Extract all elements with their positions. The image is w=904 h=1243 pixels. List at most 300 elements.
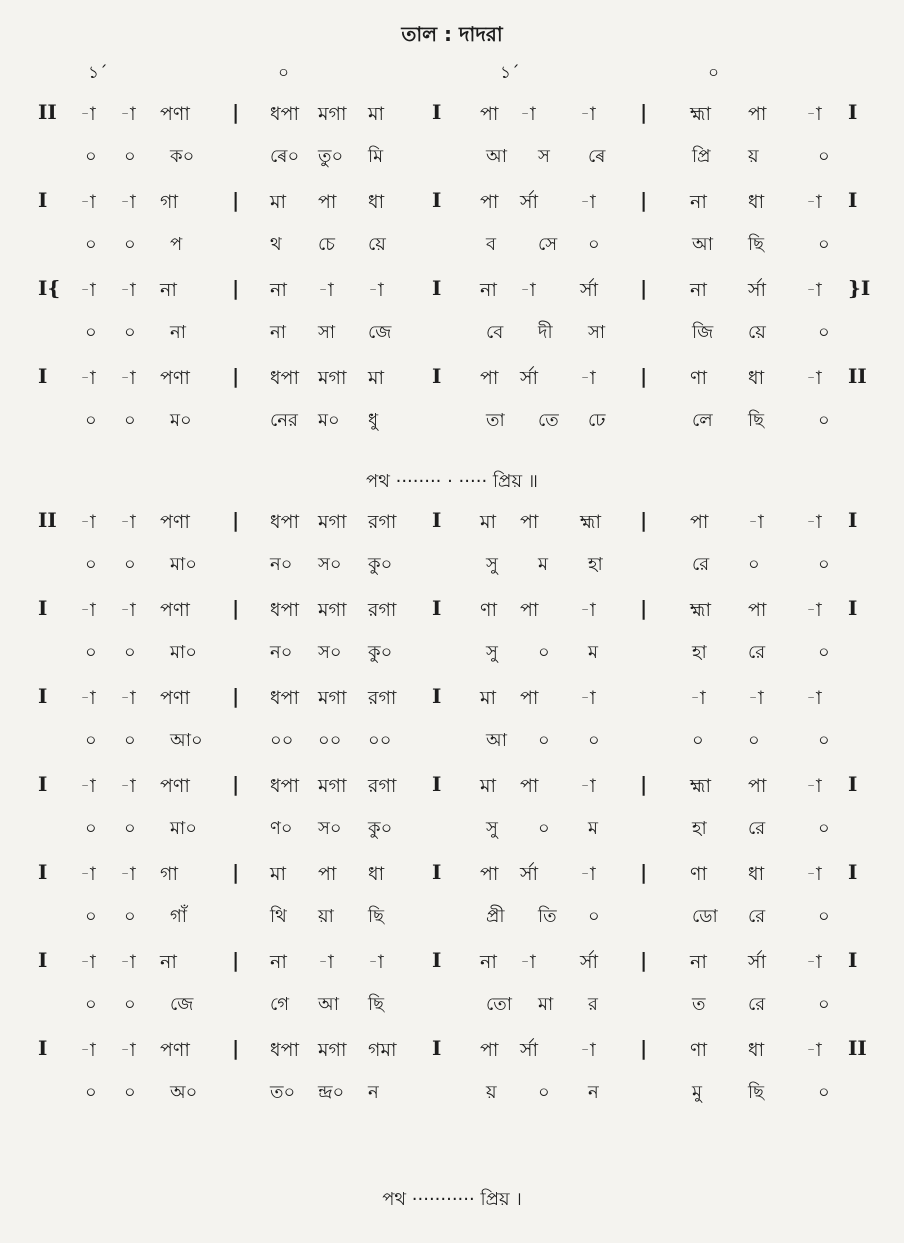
bar-line: I xyxy=(848,772,858,796)
lyric-syllable: ০ xyxy=(124,410,136,431)
lyric-syllable: চে xyxy=(318,234,336,255)
swara-note: রগা xyxy=(368,775,397,797)
swara-note: -া xyxy=(80,775,96,797)
lyric-syllable: ০ xyxy=(124,234,136,255)
bar-line: | xyxy=(640,188,648,212)
swara-note: পা xyxy=(318,191,337,213)
notation-line xyxy=(0,1036,904,1064)
swara-note: মগা xyxy=(318,367,347,389)
lyric-syllable: কু০ xyxy=(368,554,393,575)
lyric-syllable: ৰে xyxy=(588,146,606,167)
lyric-syllable: গাঁ xyxy=(170,906,188,927)
swara-note: ধা xyxy=(368,863,385,885)
bar-line: }I xyxy=(848,276,871,300)
lyric-syllable: ০ xyxy=(588,234,600,255)
lyric-syllable: তে xyxy=(538,410,559,431)
notation-line xyxy=(0,364,904,392)
swara-note: মগা xyxy=(318,511,347,533)
lyric-syllable: সু xyxy=(486,554,498,575)
swara-note: -া xyxy=(120,951,136,973)
bar-line: I xyxy=(432,1036,442,1060)
line-start-bar: I xyxy=(38,364,48,388)
swara-note: -া xyxy=(120,775,136,797)
lyric-syllable: ন xyxy=(588,1082,599,1103)
lyric-syllable: থি xyxy=(270,906,287,927)
lyric-syllable: তি xyxy=(538,906,557,927)
notation-line xyxy=(0,188,904,216)
lyric-syllable: না xyxy=(270,322,286,343)
swara-note: মা xyxy=(480,687,497,709)
swara-note: -া xyxy=(806,863,822,885)
bar-line: I xyxy=(432,596,442,620)
lyric-syllable: ০ xyxy=(124,994,136,1015)
swara-note: পা xyxy=(480,191,499,213)
lyric-syllable: আ০ xyxy=(170,730,203,751)
swara-note: ধা xyxy=(748,191,765,213)
lyric-syllable: ন০ xyxy=(270,554,293,575)
bar-line: I xyxy=(432,100,442,124)
lyric-syllable: কু০ xyxy=(368,642,393,663)
bar-line: I xyxy=(848,860,858,884)
lyric-syllable: ন০ xyxy=(270,642,293,663)
lyric-syllable: ০ xyxy=(85,554,97,575)
swara-note: -া xyxy=(120,687,136,709)
lyric-syllable: ০ xyxy=(124,906,136,927)
swara-note: পা xyxy=(480,863,499,885)
lyric-syllable: ০ xyxy=(85,322,97,343)
lyric-syllable: ব xyxy=(486,234,497,255)
beat-mark: ১´ xyxy=(88,63,108,83)
swara-note: -া xyxy=(120,103,136,125)
notation-line xyxy=(0,860,904,888)
lyric-syllable: না xyxy=(170,322,186,343)
lyric-line xyxy=(0,638,904,666)
lyric-syllable: ০ xyxy=(538,1082,550,1103)
swara-note: পা xyxy=(748,775,767,797)
lyric-syllable: ম xyxy=(588,818,598,839)
swara-note: মা xyxy=(368,103,385,125)
lyric-syllable: সু xyxy=(486,818,498,839)
swara-note: রগা xyxy=(368,599,397,621)
lyric-line xyxy=(0,990,904,1018)
swara-note: -া xyxy=(580,775,596,797)
bar-line: | xyxy=(232,596,240,620)
lyric-syllable: ০ xyxy=(818,994,830,1015)
swara-note: -া xyxy=(806,191,822,213)
swara-note: -া xyxy=(318,279,334,301)
swara-note: -া xyxy=(80,279,96,301)
bar-line: | xyxy=(640,1036,648,1060)
lyric-syllable: ০ xyxy=(85,730,97,751)
lyric-line xyxy=(0,230,904,258)
notation-line xyxy=(0,100,904,128)
swara-note: -া xyxy=(80,951,96,973)
swara-note: -া xyxy=(368,951,384,973)
line-start-bar: I xyxy=(38,596,48,620)
swara-note: ধপা xyxy=(270,599,300,621)
swara-note: -া xyxy=(120,599,136,621)
swara-note: পা xyxy=(690,511,709,533)
lyric-syllable: তো xyxy=(486,994,513,1015)
lyric-syllable: ণ০ xyxy=(270,818,293,839)
beat-mark: ০ xyxy=(278,63,290,83)
bar-line: | xyxy=(232,100,240,124)
swara-note: না xyxy=(480,951,497,973)
swara-note: না xyxy=(160,951,177,973)
swara-note: -া xyxy=(806,599,822,621)
swara-note: -া xyxy=(806,687,822,709)
swara-note: না xyxy=(690,951,707,973)
lyric-syllable: রে xyxy=(748,642,766,663)
lyric-syllable: য় xyxy=(748,146,759,167)
lyric-syllable: স xyxy=(538,146,550,167)
swara-note: গমা xyxy=(368,1039,397,1061)
swara-note: ধা xyxy=(368,191,385,213)
lyric-syllable: য়ে xyxy=(748,322,766,343)
swara-note: ধপা xyxy=(270,367,300,389)
line-start-bar: I xyxy=(38,772,48,796)
lyric-line xyxy=(0,318,904,346)
lyric-syllable: ডো xyxy=(692,906,718,927)
swara-note: ণা xyxy=(690,367,707,389)
swara-note: ণা xyxy=(480,599,497,621)
swara-note: না xyxy=(480,279,497,301)
swara-note: পা xyxy=(748,103,767,125)
lyric-syllable: ০ xyxy=(588,906,600,927)
lyric-syllable: ম xyxy=(538,554,548,575)
lyric-syllable: তু০ xyxy=(318,146,344,167)
swara-note: র্সা xyxy=(520,863,539,885)
swara-note: পণা xyxy=(160,511,190,533)
bar-line: | xyxy=(640,948,648,972)
swara-note: পা xyxy=(520,687,539,709)
bar-line: I xyxy=(432,948,442,972)
lyric-syllable: ০ xyxy=(124,1082,136,1103)
line-start-bar: I xyxy=(38,1036,48,1060)
bar-line: II xyxy=(848,364,867,388)
lyric-syllable: সা xyxy=(588,322,606,343)
lyric-syllable: তা xyxy=(486,410,505,431)
notation-line xyxy=(0,684,904,712)
swara-note: -া xyxy=(80,599,96,621)
swara-note: -া xyxy=(80,103,96,125)
swara-note: -া xyxy=(80,687,96,709)
bar-line: | xyxy=(232,860,240,884)
swara-note: -া xyxy=(120,863,136,885)
notation-line xyxy=(0,772,904,800)
lyric-line xyxy=(0,726,904,754)
bar-line: | xyxy=(640,772,648,796)
swara-note: ণা xyxy=(690,863,707,885)
swara-note: -া xyxy=(80,863,96,885)
lyric-syllable: ০ xyxy=(124,322,136,343)
swara-note: -া xyxy=(120,191,136,213)
bar-line: I xyxy=(432,508,442,532)
swara-note: -া xyxy=(120,511,136,533)
swara-note: ধপা xyxy=(270,775,300,797)
lyric-syllable: আ xyxy=(318,994,339,1015)
lyric-syllable: ০ xyxy=(818,322,830,343)
swara-note: র্সা xyxy=(520,191,539,213)
bar-line: | xyxy=(640,276,648,300)
lyric-syllable: হা xyxy=(692,818,707,839)
lyric-syllable: মি xyxy=(368,146,384,167)
swara-note: র্সা xyxy=(520,367,539,389)
swara-note: -া xyxy=(120,367,136,389)
swara-note: -া xyxy=(806,775,822,797)
line-start-bar: I xyxy=(38,188,48,212)
line-start-bar: I{ xyxy=(38,276,61,300)
swara-note: -া xyxy=(120,1039,136,1061)
lyric-syllable: মা০ xyxy=(170,818,197,839)
lyric-syllable: অ০ xyxy=(170,1082,198,1103)
lyric-syllable: ন xyxy=(368,1082,379,1103)
lyric-syllable: নের xyxy=(270,410,298,431)
lyric-syllable: প্রি xyxy=(692,146,711,167)
lyric-syllable: ০ xyxy=(85,818,97,839)
swara-note: -া xyxy=(580,1039,596,1061)
swara-note: -া xyxy=(806,511,822,533)
lyric-syllable: মা০ xyxy=(170,642,197,663)
swara-note: মা xyxy=(480,511,497,533)
swara-note: -া xyxy=(120,279,136,301)
swara-note: মা xyxy=(270,863,287,885)
notation-line xyxy=(0,948,904,976)
swara-note: -া xyxy=(80,1039,96,1061)
lyric-syllable: য় xyxy=(486,1082,497,1103)
lyric-line xyxy=(0,814,904,842)
swara-note: হ্মা xyxy=(690,599,711,621)
swara-note: -া xyxy=(806,103,822,125)
lyric-syllable: রে xyxy=(748,994,766,1015)
swara-note: -া xyxy=(806,951,822,973)
beat-mark: ০ xyxy=(708,63,720,83)
bar-line: I xyxy=(432,364,442,388)
lyric-syllable: ০ xyxy=(818,818,830,839)
swara-note: পা xyxy=(520,511,539,533)
lyric-syllable: গে xyxy=(270,994,290,1015)
bar-line: I xyxy=(848,508,858,532)
swara-note: না xyxy=(160,279,177,301)
swara-note: -া xyxy=(806,279,822,301)
lyric-syllable: লে xyxy=(692,410,713,431)
lyric-syllable: সু xyxy=(486,642,498,663)
lyric-syllable: ০ xyxy=(692,730,704,751)
swara-note: -া xyxy=(690,687,706,709)
swara-note: মা xyxy=(270,191,287,213)
lyric-syllable: ০ xyxy=(85,906,97,927)
lyric-syllable: থ xyxy=(270,234,282,255)
swara-note: -া xyxy=(80,367,96,389)
swara-note: র্সা xyxy=(580,279,599,301)
bar-line: I xyxy=(432,684,442,708)
bar-line: | xyxy=(640,596,648,620)
lyric-syllable: ০ xyxy=(85,234,97,255)
notation-line xyxy=(0,508,904,536)
lyric-syllable: য়ে xyxy=(368,234,386,255)
lyric-syllable: ত xyxy=(692,994,706,1015)
lyric-syllable: ০ xyxy=(85,994,97,1015)
swara-note: -া xyxy=(580,103,596,125)
beat-mark: ১´ xyxy=(500,63,520,83)
refrain-line: পথ ········ · ····· প্রিয় ॥ xyxy=(366,471,538,492)
lyric-syllable: স০ xyxy=(318,554,342,575)
lyric-syllable: সে xyxy=(538,234,558,255)
lyric-syllable: ০ xyxy=(748,730,760,751)
bar-line: | xyxy=(232,1036,240,1060)
swara-note: হ্মা xyxy=(690,775,711,797)
lyric-syllable: ০ xyxy=(124,554,136,575)
lyric-syllable: কু০ xyxy=(368,818,393,839)
swara-note: ধপা xyxy=(270,1039,300,1061)
swara-note: মগা xyxy=(318,775,347,797)
swara-note: না xyxy=(270,279,287,301)
lyric-syllable: দী xyxy=(538,322,553,343)
lyric-syllable: ছি xyxy=(748,234,765,255)
lyric-syllable: প xyxy=(170,234,183,255)
lyric-syllable: আ xyxy=(486,730,507,751)
swara-note: পা xyxy=(520,599,539,621)
bar-line: I xyxy=(432,276,442,300)
swara-note: ধপা xyxy=(270,687,300,709)
swara-note: -া xyxy=(580,367,596,389)
swara-note: পণা xyxy=(160,599,190,621)
swara-note: না xyxy=(690,191,707,213)
lyric-syllable: স০ xyxy=(318,642,342,663)
lyric-syllable: স০ xyxy=(318,818,342,839)
lyric-syllable: হা xyxy=(692,642,707,663)
swara-note: হ্মা xyxy=(580,511,601,533)
swara-note: -া xyxy=(806,1039,822,1061)
lyric-line xyxy=(0,142,904,170)
swara-note: পণা xyxy=(160,367,190,389)
lyric-syllable: ০ xyxy=(818,906,830,927)
lyric-syllable: ছি xyxy=(748,410,765,431)
lyric-syllable: ক০ xyxy=(170,146,195,167)
swara-note: মা xyxy=(480,775,497,797)
swara-note: -া xyxy=(580,863,596,885)
line-start-bar: I xyxy=(38,684,48,708)
swara-note: পা xyxy=(318,863,337,885)
swara-note: -া xyxy=(368,279,384,301)
lyric-line xyxy=(0,406,904,434)
line-start-bar: II xyxy=(38,508,57,532)
lyric-syllable: ০ xyxy=(818,410,830,431)
bar-line: | xyxy=(232,276,240,300)
lyric-syllable: ছি xyxy=(368,906,385,927)
lyric-line xyxy=(0,902,904,930)
swara-note: -া xyxy=(580,599,596,621)
lyric-syllable: ০ xyxy=(818,554,830,575)
lyric-syllable: ম০ xyxy=(170,410,192,431)
swara-note: মা xyxy=(368,367,385,389)
lyric-syllable: ০ xyxy=(124,146,136,167)
swara-note: গা xyxy=(160,191,178,213)
lyric-syllable: ০ xyxy=(538,730,550,751)
swara-note: পণা xyxy=(160,103,190,125)
lyric-syllable: আ xyxy=(692,234,713,255)
bar-line: I xyxy=(848,188,858,212)
lyric-syllable: হা xyxy=(588,554,603,575)
swara-note: পা xyxy=(480,1039,499,1061)
swara-note: -া xyxy=(80,511,96,533)
lyric-syllable: রে xyxy=(748,906,766,927)
lyric-syllable: রে xyxy=(748,818,766,839)
bar-line: | xyxy=(640,860,648,884)
lyric-syllable: জে xyxy=(170,994,194,1015)
swara-note: -া xyxy=(748,687,764,709)
lyric-syllable: ০০ xyxy=(368,730,392,751)
lyric-syllable: ০ xyxy=(748,554,760,575)
lyric-syllable: জি xyxy=(692,322,714,343)
swara-note: পণা xyxy=(160,775,190,797)
bar-line: I xyxy=(848,100,858,124)
lyric-syllable: ছি xyxy=(748,1082,765,1103)
lyric-line xyxy=(0,550,904,578)
taal-heading: তাল : দাদরা xyxy=(401,22,503,46)
lyric-syllable: ০ xyxy=(818,146,830,167)
swara-note: ধা xyxy=(748,863,765,885)
lyric-syllable: প্রী xyxy=(486,906,505,927)
lyric-syllable: আ xyxy=(486,146,507,167)
line-start-bar: I xyxy=(38,860,48,884)
swara-note: ণা xyxy=(690,1039,707,1061)
swara-note: পণা xyxy=(160,687,190,709)
lyric-syllable: ন্দ্র০ xyxy=(318,1082,345,1103)
lyric-syllable: ০ xyxy=(85,410,97,431)
swara-note: র্সা xyxy=(748,951,767,973)
swara-note: না xyxy=(270,951,287,973)
bar-line: | xyxy=(232,772,240,796)
bar-line: | xyxy=(232,684,240,708)
beat-marks xyxy=(0,60,904,86)
lyric-syllable: ০ xyxy=(124,818,136,839)
swara-note: মগা xyxy=(318,599,347,621)
swara-note: -া xyxy=(748,511,764,533)
notation-line xyxy=(0,276,904,304)
lyric-syllable: ০ xyxy=(85,146,97,167)
refrain-line: পথ ··········· প্রিয় । xyxy=(382,1189,522,1210)
swara-note: -া xyxy=(580,191,596,213)
swara-note: পা xyxy=(748,599,767,621)
swara-note: -া xyxy=(520,103,536,125)
lyric-syllable: য়া xyxy=(318,906,334,927)
lyric-syllable: ০ xyxy=(85,642,97,663)
lyric-syllable: সা xyxy=(318,322,336,343)
swara-note: র্সা xyxy=(520,1039,539,1061)
bar-line: I xyxy=(432,860,442,884)
lyric-syllable: রে xyxy=(692,554,710,575)
lyric-syllable: ০ xyxy=(85,1082,97,1103)
line-start-bar: I xyxy=(38,948,48,972)
swara-note: পা xyxy=(480,367,499,389)
lyric-line xyxy=(0,1078,904,1106)
bar-line: I xyxy=(432,772,442,796)
lyric-syllable: ০ xyxy=(124,730,136,751)
lyric-syllable: ০ xyxy=(588,730,600,751)
swara-note: পণা xyxy=(160,1039,190,1061)
lyric-syllable: ৰে০ xyxy=(270,146,300,167)
bar-line: I xyxy=(848,596,858,620)
lyric-syllable: ০০ xyxy=(270,730,294,751)
swara-note: -া xyxy=(80,191,96,213)
lyric-syllable: ধু xyxy=(368,410,379,431)
swara-note: রগা xyxy=(368,687,397,709)
bar-line: | xyxy=(232,364,240,388)
swara-note: র্সা xyxy=(580,951,599,973)
lyric-syllable: ০ xyxy=(818,730,830,751)
bar-line: I xyxy=(432,188,442,212)
